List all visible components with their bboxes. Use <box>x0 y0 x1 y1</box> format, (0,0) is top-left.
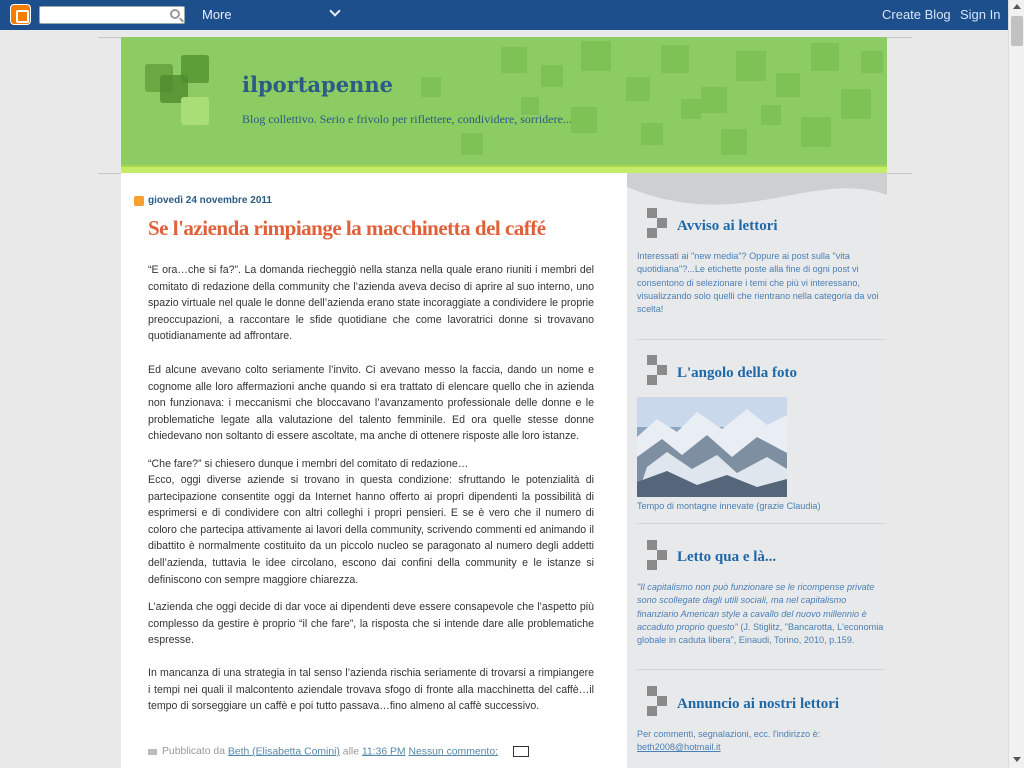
search-icon[interactable] <box>170 9 180 19</box>
widget-bullet-icon <box>647 208 669 240</box>
header-bottom-band <box>121 165 887 173</box>
email-post-icon[interactable] <box>513 746 529 757</box>
quote-text: "Il capitalismo non può funzionare se le ricompense private sono scollegate dagli utili sociali, ma nel capitalismo finanziario American style a cavallo del nuovo millennio è accaduto proprio questo" <box>637 582 875 632</box>
post-paragraph: “Che fare?” si chiesero dunque i membri del comitato di redazione… <box>148 458 469 470</box>
posted-by-label: Pubblicato da <box>162 746 225 758</box>
widget-divider <box>637 339 885 340</box>
widget-text-avviso: Interessati ai "new media"? Oppure ai post sulla "vita quotidiana"?...Le etichette poste alla fine di ogni post vi consentono di selezionare i temi che più vi interessano, visualizzando solo quelli che rientrano nella categoria da voi scelta! <box>637 251 879 315</box>
sign-in-link[interactable]: Sign In <box>960 7 1001 22</box>
quote-source: (J. Stiglitz, "Bancarotta, L'economia globale in caduta libera", Einaudi, Torino, 2010, p.159. <box>637 621 884 646</box>
blog-description: Blog collettivo. Serio e frivolo per riflettere, condividere, sorridere... <box>242 112 572 126</box>
posted-at-label: alle <box>342 746 359 758</box>
widget-bullet-icon <box>647 686 669 718</box>
post-date: giovedì 24 novembre 2011 <box>148 195 272 206</box>
post-paragraph: “E ora…che si fa?”. La domanda riecheggiò nella stanza nella quale erano riuniti i membri del comitato di redazione della community che l’azienda aveva deciso di aprire al suo interno, uno spazio virtuale nel quale le donne dell’azienda erano state incoraggiate a condividere le proprie preoccupazioni, a raccontare le sfide quotidiane che come lavoratrici donne si trovavano quotidianamente ad affrontare. <box>148 264 594 343</box>
annuncio-text: Per commenti, segnalazioni, ecc. l'indirizzo è: <box>637 729 821 739</box>
comments-link[interactable]: Nessun commento: <box>408 746 498 758</box>
blogger-date-icon <box>134 196 144 206</box>
post-paragraph: In mancanza di una strategia in tal senso l’azienda rischia seriamente di trovarsi a rimpiangere i tempi nei quali il malcontento aziendale trovava sfogo di fronte alla macchinetta del caffè…il tempo di sorseggiare un caffè e poi tutto passava…fino almeno al caffè successivo. <box>148 667 594 713</box>
photo-caption: Tempo di montagne innevate (grazie Claudia) <box>637 501 821 511</box>
widget-text-letto <box>637 581 887 647</box>
widget-title-foto: L'angolo della foto <box>677 365 798 381</box>
create-blog-link[interactable]: Create Blog <box>882 7 951 22</box>
blog-title[interactable]: ilportapenne <box>242 72 393 97</box>
widget-title-avviso: Avviso ai lettori <box>677 218 778 234</box>
scroll-up-arrow-icon[interactable] <box>1013 4 1021 9</box>
widget-divider <box>637 523 885 524</box>
blog-logo-icon <box>145 55 225 130</box>
chevron-down-icon[interactable] <box>329 5 340 16</box>
scroll-down-arrow-icon[interactable] <box>1013 757 1021 762</box>
scroll-thumb[interactable] <box>1011 16 1023 46</box>
post-paragraph: L’azienda che oggi decide di dar voce ai dipendenti deve essere consapevole che l’aspetto più complesso da gestire è proprio “il che fare”, la risposta che si intende dare alle problematiche espresse. <box>148 601 594 647</box>
blogger-logo-icon[interactable] <box>10 4 31 25</box>
vertical-scrollbar[interactable] <box>1008 0 1024 768</box>
widget-title-letto: Letto qua e là... <box>677 549 777 565</box>
widget-title-annuncio: Annuncio ai nostri lettori <box>677 696 840 712</box>
widget-divider <box>637 669 885 670</box>
blogger-navbar <box>0 0 1008 30</box>
widget-bullet-icon <box>647 540 669 572</box>
post-footer <box>148 746 529 757</box>
widget-bullet-icon <box>647 355 669 387</box>
blog-header <box>121 37 887 165</box>
widget-text-annuncio <box>637 728 887 755</box>
post-time-link[interactable]: 11:36 PM <box>361 746 406 758</box>
search-input[interactable] <box>39 6 185 24</box>
post-paragraph: Ecco, oggi diverse aziende si trovano in questa condizione: sfruttando le potenzialità di partecipazione consentite oggi da Internet hanno offerto ai propri dipendenti la possibilità di esprimersi e di condividere con altri colleghi i propri pensieri. E se è vero che il numero di coloro che partecipa attivamente ai lavori della community, scrivendo commenti ed animando il dibattito è normalmente costituito da un piccolo nucleo se paragonato al numero degli addetti dell’azienda, tuttavia le idee circolano, escono dai confini della community e le istanze si definiscono con sempre maggiore chiarezza. <box>148 474 594 586</box>
author-link[interactable]: Beth (Elisabetta Comini) <box>227 746 340 758</box>
snowy-mountains-photo[interactable] <box>637 397 787 497</box>
more-menu[interactable]: More <box>202 7 232 22</box>
post-paragraph: Ed alcune avevano colto seriamente l’invito. Ci avevano messo la faccia, dando un nome e cognome alle loro affermazioni anche quando si era trattato di elencare quello che in azienda non funzionava: i meccanismi che bloccavano l’avanzamento professionale delle donne e le problematiche legate alla valutazione del talento femminile. Ed ora quelle stesse donne chiedevano non soltanto di essere ascoltate, ma anche di ottenere risposte alle loro istanze. <box>148 364 594 443</box>
email-link[interactable]: beth2008@hotmail.it <box>637 742 721 753</box>
post-title[interactable]: Se l'azienda rimpiange la macchinetta del caffé <box>148 216 546 240</box>
sidebar-wave-decoration <box>627 173 887 213</box>
